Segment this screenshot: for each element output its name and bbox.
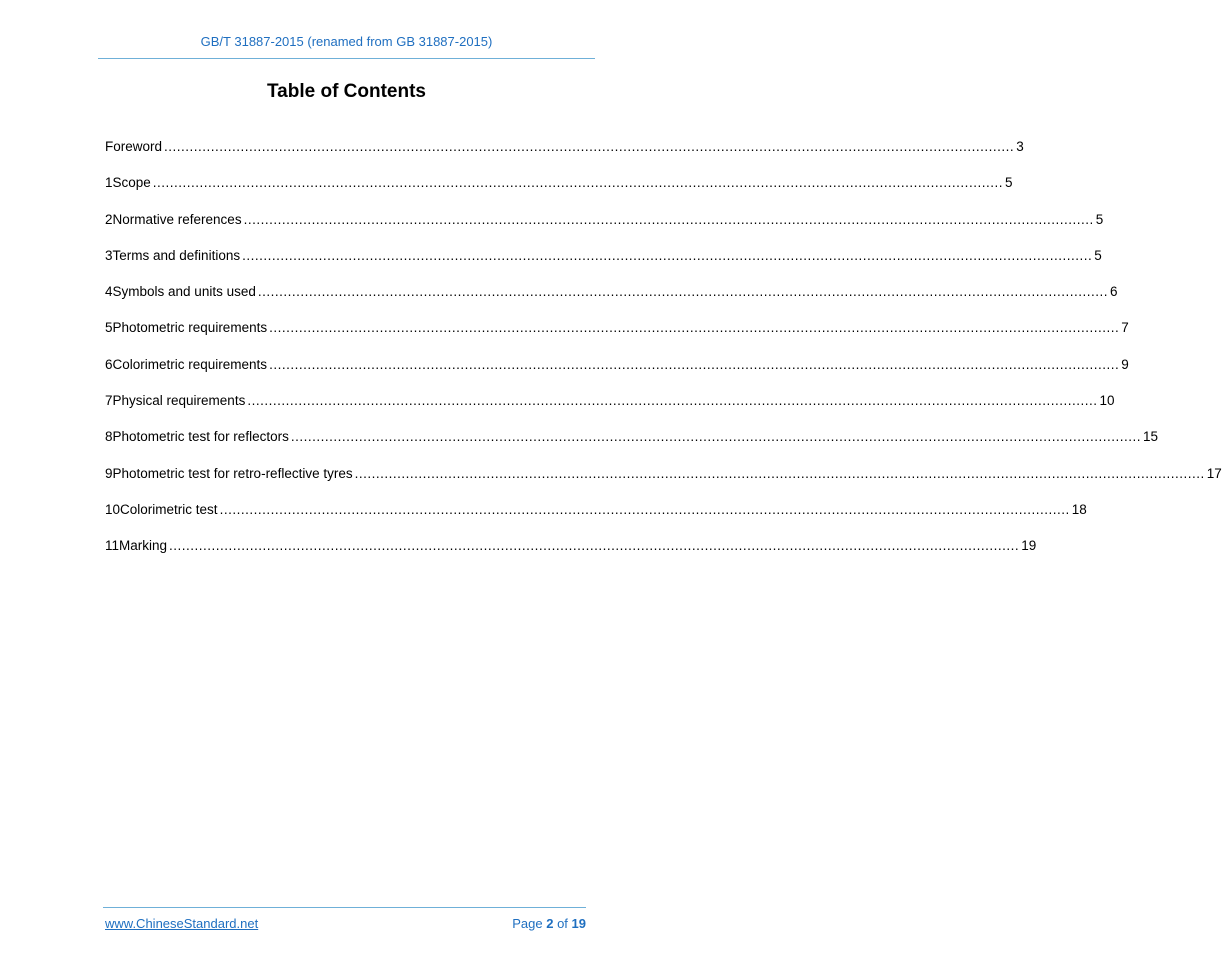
page-of-label: of	[557, 916, 568, 931]
toc-dot-leader: ........................................................................................................................................................................................................	[290, 429, 1141, 445]
toc-entry[interactable]	[105, 247, 1102, 283]
toc-entry-page: 5	[1004, 175, 1013, 191]
toc-entry-label: Photometric test for reflectors	[112, 429, 289, 445]
toc-dot-leader: ........................................................................................................................................................................................................	[219, 501, 1070, 517]
toc-entry[interactable]	[105, 356, 1129, 392]
toc-entry-number: 5	[105, 320, 113, 336]
document-header-title: GB/T 31887-2015 (renamed from GB 31887-2015)	[200, 34, 493, 49]
toc-dot-leader: ........................................................................................................................................................................................................	[243, 211, 1094, 227]
toc-entry[interactable]	[105, 319, 1129, 355]
toc-entry-number: 11	[105, 538, 120, 554]
toc-dot-leader: ........................................................................................................................................................................................................	[354, 465, 1205, 481]
table-of-contents	[105, 138, 1222, 574]
toc-entry-page: 17	[1206, 465, 1222, 481]
toc-entry-number: 8	[105, 429, 113, 445]
footer-divider	[103, 907, 586, 908]
toc-entry-number: 1	[105, 175, 113, 191]
toc-entry-page: 5	[1094, 247, 1102, 263]
toc-entry-label: Symbols and units used	[112, 284, 256, 300]
page-total: 19	[571, 916, 586, 931]
toc-entry-label: Marking	[119, 538, 168, 554]
toc-entry-label: Colorimetric requirements	[112, 356, 268, 372]
toc-dot-leader: ........................................................................................................................................................................................................	[164, 139, 1015, 154]
toc-entry[interactable]	[105, 138, 1024, 174]
toc-entry-page: 19	[1021, 538, 1037, 554]
page-label: Page	[512, 916, 543, 931]
toc-entry-label: Colorimetric test	[120, 501, 218, 517]
toc-entry-page: 10	[1099, 393, 1115, 409]
toc-entry-page: 6	[1110, 284, 1118, 300]
toc-entry-page: 7	[1121, 320, 1129, 336]
toc-entry-page: 15	[1142, 429, 1159, 445]
page-title: Table of Contents	[266, 81, 427, 102]
toc-entry[interactable]	[105, 174, 1013, 210]
toc-entry-label: Photometric test for retro-reflective tyres	[112, 465, 353, 481]
toc-dot-leader: ........................................................................................................................................................................................................	[247, 393, 1098, 409]
toc-entry-number: 9	[105, 465, 113, 481]
toc-entry-number: 10	[105, 501, 121, 517]
toc-entry-page: 5	[1095, 211, 1104, 227]
toc-entry-label: Photometric requirements	[112, 320, 268, 336]
website-link[interactable]: www.ChineseStandard.net	[105, 916, 259, 931]
toc-dot-leader: ........................................................................................................................................................................................................	[169, 538, 1020, 554]
toc-entry-label: Foreword	[105, 139, 163, 154]
toc-entry-page: 18	[1071, 501, 1087, 517]
toc-entry-label: Scope	[112, 175, 151, 191]
toc-entry-number: 3	[105, 247, 113, 263]
page-current: 2	[546, 916, 554, 931]
toc-entry[interactable]	[105, 537, 1037, 573]
toc-entry-number: 7	[105, 393, 113, 409]
toc-entry-number: 4	[105, 284, 113, 300]
toc-dot-leader: ........................................................................................................................................................................................................	[257, 284, 1109, 300]
toc-entry-label: Physical requirements	[112, 393, 246, 409]
toc-entry-number: 2	[105, 211, 113, 227]
toc-entry[interactable]	[105, 211, 1104, 247]
toc-entry-label: Normative references	[112, 211, 242, 227]
toc-entry-page: 9	[1121, 356, 1129, 372]
header-divider	[98, 58, 595, 59]
toc-dot-leader: ........................................................................................................................................................................................................	[242, 247, 1093, 263]
toc-entry[interactable]	[105, 428, 1159, 464]
toc-dot-leader: ........................................................................................................................................................................................................	[269, 356, 1120, 372]
page-indicator	[512, 916, 586, 931]
toc-entry-number: 6	[105, 356, 113, 372]
toc-entry[interactable]	[105, 283, 1118, 319]
toc-entry[interactable]	[105, 501, 1087, 537]
toc-dot-leader: ........................................................................................................................................................................................................	[269, 320, 1120, 336]
toc-entry-page: 3	[1016, 139, 1024, 154]
toc-entry[interactable]	[105, 392, 1115, 428]
toc-entry[interactable]	[105, 465, 1222, 501]
toc-dot-leader: ........................................................................................................................................................................................................	[152, 175, 1003, 191]
toc-entry-label: Terms and definitions	[112, 247, 241, 263]
